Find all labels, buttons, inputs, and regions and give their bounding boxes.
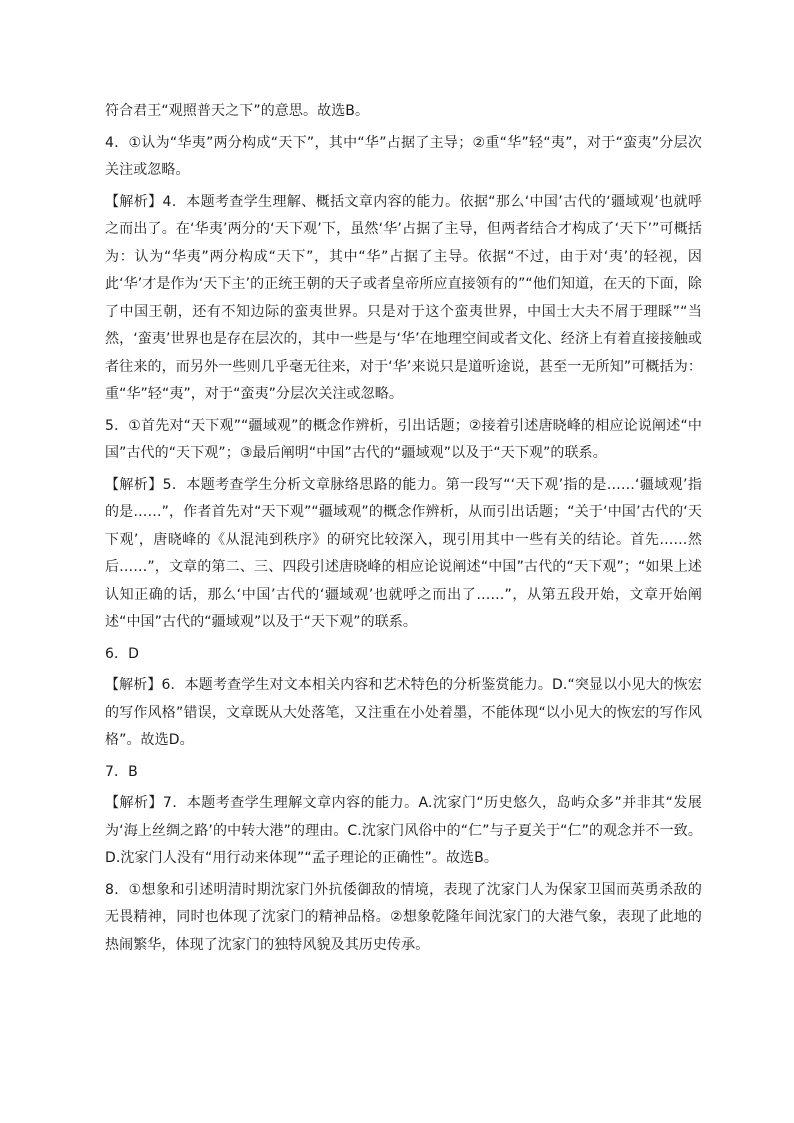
answer-text-body (105, 98, 702, 959)
paragraph-analysis-5: 【解析】5．本题考查学生分析文章脉络思路的能力。第一段写“‘天下观’指的是……‘疆域观’指的是……”，作者首先对“天下观”“疆域观”的概念作辨析，从而引出话题；“关于‘中国’古代的‘天下观’，唐晓峰的《从混沌到秩序》的研究比较深入，现引用其中一些有关的结论。首先……然后……”，文章的第二、三、四段引述唐晓峰的相应论说阐述“中国”古代的“天下观”；“如果上述认知正确的话，那么‘中国’古代的‘疆域观’也就呼之而出了……”，从第五段开始，文章开始阐述“中国”古代的“疆域观”以及于“天下观”的联系。 (105, 476, 702, 630)
paragraph-analysis-7: 【解析】7．本题考查学生理解文章内容的能力。A.沈家门“历史悠久，岛屿众多”并非其“发展为‘海上丝绸之路’的中转大港”的理由。C.沈家门风俗中的“仁”与子夏关于“仁”的观念并不一致。D.沈家门人没有“用行动来体现”“孟子理论的正确性”。故选B。 (105, 795, 702, 866)
paragraph-analysis-4: 【解析】4．本题考查学生理解、概括文章内容的能力。依据“那么‘中国’古代的‘疆域观’也就呼之而出了。在‘华夷’两分的‘天下观’下，虽然‘华’占据了主导，但两者结合才构成了‘天下’”可概括为：认为“华夷”两分构成“天下”，其中“华”占据了主导。依据“不过，由于对‘夷’的轻视，因此‘华’才是作为‘天下主’的正统王朝的天子或者皇帝所应直接领有的”“他们知道，在天的下面，除了中国王朝，还有不知边际的蛮夷世界。只是对于这个蛮夷世界，中国士大夫不屑于理睬”“当然，‘蛮夷’世界也是存在层次的，其中一些是与‘华’在地理空间或者文化、经济上有着直接接触或者往来的，而另外一些则几乎毫无往来，对于‘华’来说只是道听途说，甚至一无所知”可概括为：重“华”轻“夷”，对于“蛮夷”分层次关注或忽略。 (105, 193, 702, 402)
paragraph-answer-5: 5．①首先对“天下观”“疆域观”的概念作辨析，引出话题；②接着引述唐晓峰的相应论说阐述“中国”古代的“天下观”；③最后阐明“中国”古代的“疆域观”以及于“天下观”的联系。 (105, 417, 702, 461)
paragraph-answer-7: 7．B (105, 763, 138, 780)
paragraph-answer-6: 6．D (105, 645, 139, 662)
paragraph-answer-8: 8．①想象和引述明清时期沈家门外抗倭御敌的情境，表现了沈家门人为保家卫国而英勇杀敌的无畏精神，同时也体现了沈家门的精神品格。②想象乾隆年间沈家门的大港气象，表现了此地的热闹繁华，体现了沈家门的独特风貌及其历史传承。 (105, 881, 702, 953)
paragraph-answer-4: 4．①认为“华夷”两分构成“天下”，其中“华”占据了主导；②重“华”轻“夷”，对于“蛮夷”分层次关注或忽略。 (105, 134, 702, 178)
paragraph-answer-3-tail: 符合君王“观照普天之下”的意思。故选B。 (105, 103, 370, 119)
paragraph-analysis-6: 【解析】6．本题考查学生对文本相关内容和艺术特色的分析鉴赏能力。D.“突显以小见大的恢宏的写作风格”错误，文章既从大处落笔，又注重在小处着墨，不能体现“以小见大的恢宏的写作风格”。故选D。 (105, 677, 702, 748)
